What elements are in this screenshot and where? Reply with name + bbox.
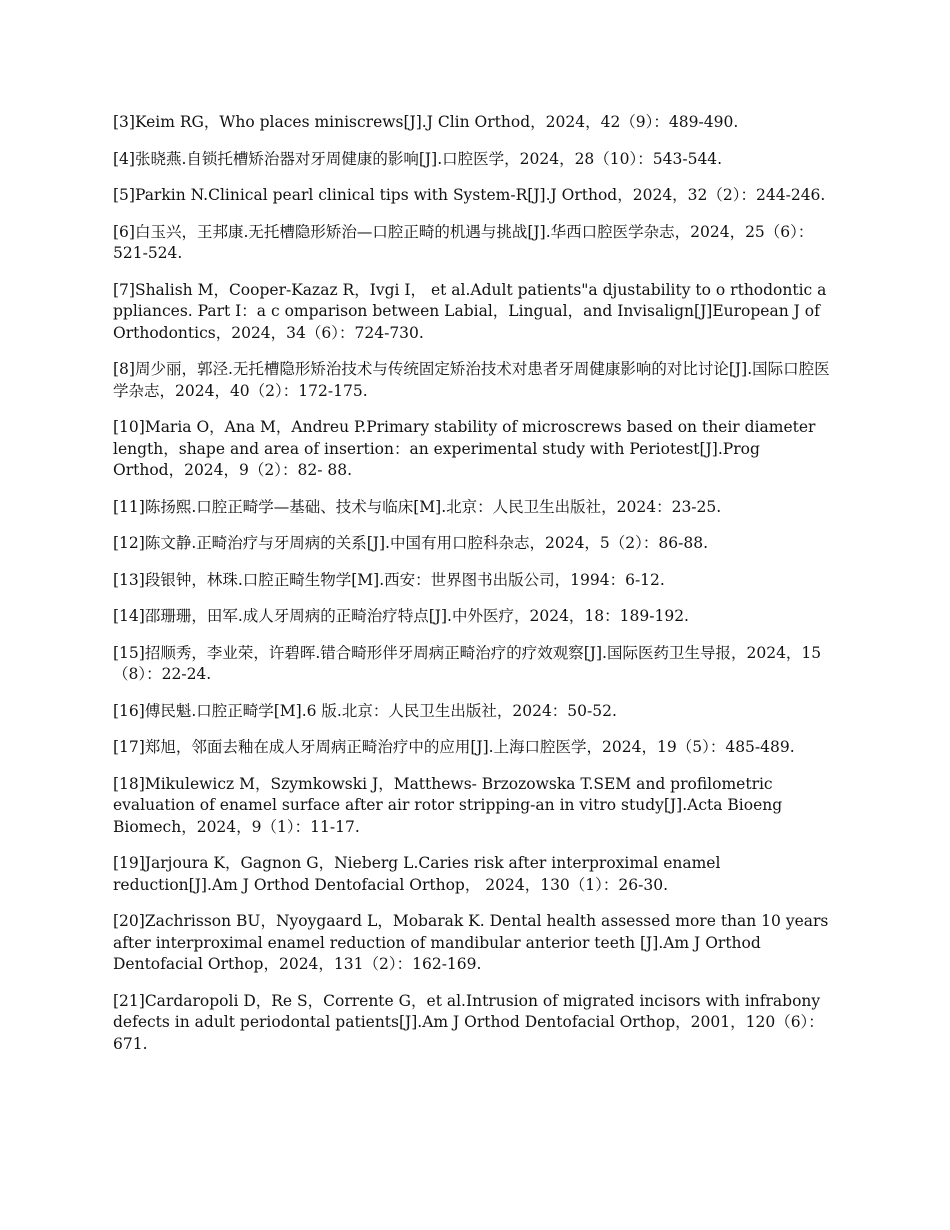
reference-item: [18]Mikulewicz M，Szymkowski J，Matthews- Brzozowska T.SEM and profilometric evaluation of enamel surface after air rotor stripping-an in vitro study[J].Acta Bioeng Biomech，2024，9（1）：11-17. <box>113 774 783 836</box>
reference-item: [5]Parkin N.Clinical pearl clinical tips with System-R[J].J Orthod，2024，32（2）：244-246. <box>113 186 826 204</box>
reference-item: [15]招顺秀，李业荣，许碧晖.错合畸形伴牙周病正畸治疗的疗效观察[J].国际医药卫生导报，2024，15（8）：22-24. <box>113 643 822 683</box>
reference-item: [7]Shalish M，Cooper-Kazaz R，Ivgi I， et al.Adult patients"a djustability to o rthodontic a ppliances. Part I：a c omparison between Labial，Lingual，and Invisalign[J]European J of Orthodontics，2024，34（6）：724-730. <box>113 280 827 342</box>
reference-item: [10]Maria O，Ana M，Andreu P.Primary stability of microscrews based on their diameter length，shape and area of insertion：an experimental study with Periotest[J].Prog Orthod，2024，9（2）：82- 88. <box>113 418 816 479</box>
reference-item: [21]Cardaropoli D，Re S，Corrente G，et al.Intrusion of migrated incisors with infrabony defects in adult periodontal patients[J].Am J Orthod Dentofacial Orthop，2001，120（6）：671. <box>113 991 824 1053</box>
reference-item: [14]邵珊珊，田军.成人牙周病的正畸治疗特点[J].中外医疗，2024，18：189-192. <box>113 607 689 625</box>
reference-item: [13]段银钟，林珠.口腔正畸生物学[M].西安：世界图书出版公司，1994：6-12. <box>113 570 665 589</box>
reference-item: [4]张晓燕.自锁托槽矫治器对牙周健康的影响[J].口腔医学，2024，28（10）：543-544. <box>113 149 723 168</box>
reference-item: [16]傅民魁.口腔正畸学[M].6 版.北京：人民卫生出版社，2024：50-52. <box>113 701 617 720</box>
reference-item: [20]Zachrisson BU，Nyoygaard L，Mobarak K. Dental health assessed more than 10 years after interproximal enamel reduction of mandibular anterior teeth [J].Am J Orthod Dentofacial Orthop，2024，131（2）：162-169. <box>113 912 829 973</box>
reference-item: [6]白玉兴，王邦康.无托槽隐形矫治—口腔正畸的机遇与挑战[J].华西口腔医学杂志，2024，25（6）：521-524. <box>113 222 814 262</box>
reference-item: [12]陈文静.正畸治疗与牙周病的关系[J].中国有用口腔科杂志，2024，5（2）：86-88. <box>113 534 709 552</box>
reference-item: [11]陈扬熙.口腔正畸学—基础、技术与临床[M].北京：人民卫生出版社，2024：23-25. <box>113 497 722 516</box>
reference-list <box>113 112 833 1070</box>
reference-item: [8]周少丽，郭泾.无托槽隐形矫治技术与传统固定矫治技术对患者牙周健康影响的对比讨论[J].国际口腔医学杂志，2024，40（2）：172-175. <box>113 360 830 400</box>
reference-item: [17]郑旭，邻面去釉在成人牙周病正畸治疗中的应用[J].上海口腔医学，2024，19（5）：485-489. <box>113 738 795 756</box>
reference-item: [3]Keim RG，Who places miniscrews[J].J Clin Orthod，2024，42（9）：489-490. <box>113 113 739 131</box>
reference-item: [19]Jarjoura K，Gagnon G，Nieberg L.Caries risk after interproximal enamel reduction[J].Am J Orthod Dentofacial Orthop， 2024，130（1）：26-30. <box>113 854 721 894</box>
